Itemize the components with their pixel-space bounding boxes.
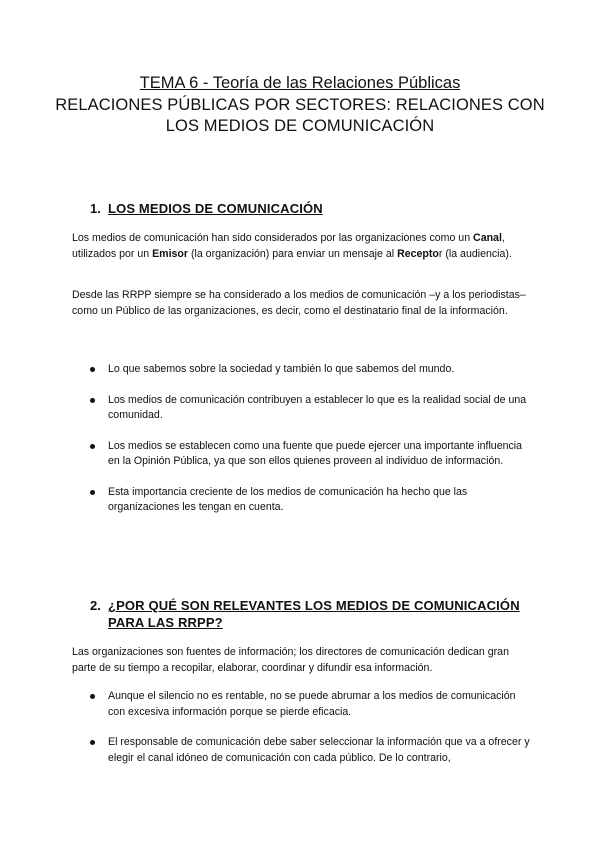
list-item-text: Esta importancia creciente de los medios de comunicación ha hecho que las organizaciones les tengan en cuenta. bbox=[108, 485, 468, 513]
list-item-text: Aunque el silencio no es rentable, no se puede abrumar a los medios de comunicación con excesiva información porque se pierde eficacia. bbox=[108, 690, 516, 718]
bold-term-emisor: Emisor bbox=[152, 247, 189, 260]
section-2-bullet-list bbox=[90, 689, 530, 766]
document-subtitle: RELACIONES PÚBLICAS POR SECTORES: RELACIONES CON LOS MEDIOS DE COMUNICACIÓN bbox=[55, 96, 545, 135]
list-item bbox=[90, 393, 530, 424]
section-2-title: ¿POR QUÉ SON RELEVANTES LOS MEDIOS DE COMUNICACIÓN PARA LAS RRPP? bbox=[108, 598, 520, 630]
section-1-paragraph-1 bbox=[72, 231, 532, 262]
bullet-icon bbox=[90, 398, 95, 403]
document-title: TEMA 6 - Teoría de las Relaciones Públicas bbox=[139, 74, 461, 92]
paragraph-text: Los medios de comunicación han sido considerados por las organizaciones como un bbox=[72, 232, 474, 244]
section-1-bullet-list bbox=[90, 362, 530, 516]
list-item bbox=[90, 689, 530, 720]
section-2-heading bbox=[90, 597, 530, 631]
paragraph-text: (la organización) para enviar un mensaje al bbox=[188, 247, 398, 260]
list-item bbox=[90, 439, 530, 470]
list-item bbox=[90, 485, 530, 516]
list-item bbox=[90, 362, 530, 378]
section-1-title: LOS MEDIOS DE COMUNICACIÓN bbox=[108, 201, 323, 216]
list-item-text: Los medios de comunicación contribuyen a establecer lo que es la realidad social de una comunidad. bbox=[108, 393, 527, 421]
list-item-text: Los medios se establecen como una fuente que puede ejercer una importante influencia en la Opinión Pública, ya que son ellos quienes proveen al individuo de información. bbox=[108, 439, 523, 467]
list-item-text: Lo que sabemos sobre la sociedad y también lo que sabemos del mundo. bbox=[108, 363, 455, 375]
list-item-text: El responsable de comunicación debe saber seleccionar la información que va a ofrecer y elegir el canal idóneo de comunicación con cada público. De lo contrario, bbox=[108, 736, 530, 764]
paragraph-text: r (la audiencia). bbox=[438, 247, 512, 260]
title-block bbox=[40, 73, 560, 137]
section-1-number: 1. bbox=[90, 201, 101, 216]
bullet-icon bbox=[90, 740, 95, 745]
bullet-icon bbox=[90, 444, 95, 449]
paragraph-text: , utilizados por un bbox=[72, 232, 505, 260]
section-1-paragraph-2: Desde las RRPP siempre se ha considerado a los medios de comunicación –y a los periodistas– como un Público de las organizaciones, es decir, como el destinatario final de la información. bbox=[72, 289, 526, 317]
bullet-icon bbox=[90, 490, 95, 495]
bold-term-receptor: Recepto bbox=[397, 247, 439, 260]
bullet-icon bbox=[90, 694, 95, 699]
list-item bbox=[90, 735, 530, 766]
bold-term-canal: Canal bbox=[473, 232, 502, 244]
section-2-paragraph-1: Las organizaciones son fuentes de información; los directores de comunicación dedican gran parte de su tiempo a recopilar, elaborar, coordinar y difundir esa información. bbox=[72, 646, 509, 674]
section-2-number: 2. bbox=[90, 598, 101, 613]
bullet-icon bbox=[90, 367, 95, 372]
section-1-heading bbox=[90, 200, 323, 217]
